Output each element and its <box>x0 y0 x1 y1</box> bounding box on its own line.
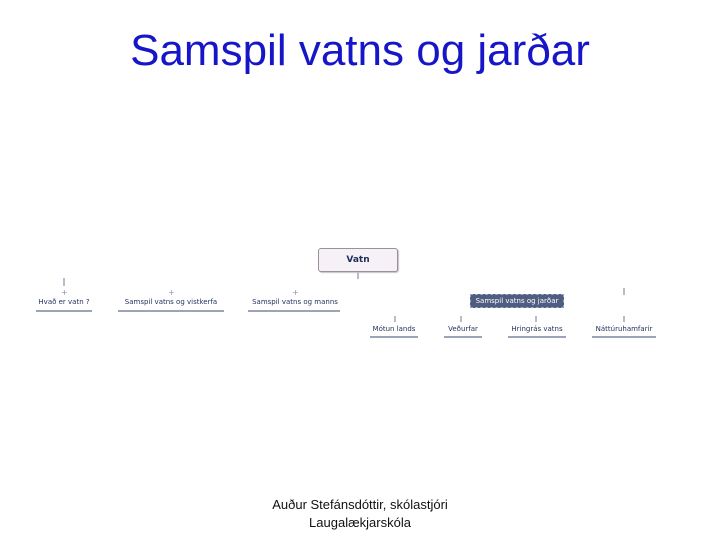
slide-title: Samspil vatns og jarðar <box>130 26 590 75</box>
slide-footer <box>0 496 720 532</box>
node-motun-lands[interactable]: Mótun lands <box>372 325 416 333</box>
expand-plus-icon[interactable]: + <box>292 288 299 297</box>
footer-author: Auður Stefánsdóttir, skólastjóri <box>272 497 448 512</box>
node-natturuhamfarir[interactable]: Náttúruhamfarir <box>595 325 653 333</box>
expand-plus-icon[interactable]: + <box>61 288 68 297</box>
root-node[interactable] <box>318 248 398 272</box>
node-vistkerfa[interactable]: Samspil vatns og vistkerfa <box>124 298 218 306</box>
node-jardar-selected[interactable] <box>470 294 564 308</box>
node-vedurfar[interactable]: Veðurfar <box>448 325 478 333</box>
node-hringras-vatns[interactable]: Hringrás vatns <box>511 325 563 333</box>
node-jardar-label: Samspil vatns og jarðar <box>475 297 559 305</box>
node-manns[interactable]: Samspil vatns og manns <box>252 298 338 306</box>
root-node-label: Vatn <box>346 255 370 265</box>
expand-plus-icon[interactable]: + <box>168 288 175 297</box>
footer-school: Laugalækjarskóla <box>309 515 411 530</box>
node-hvad-er-vatn[interactable]: Hvað er vatn ? <box>38 298 90 306</box>
